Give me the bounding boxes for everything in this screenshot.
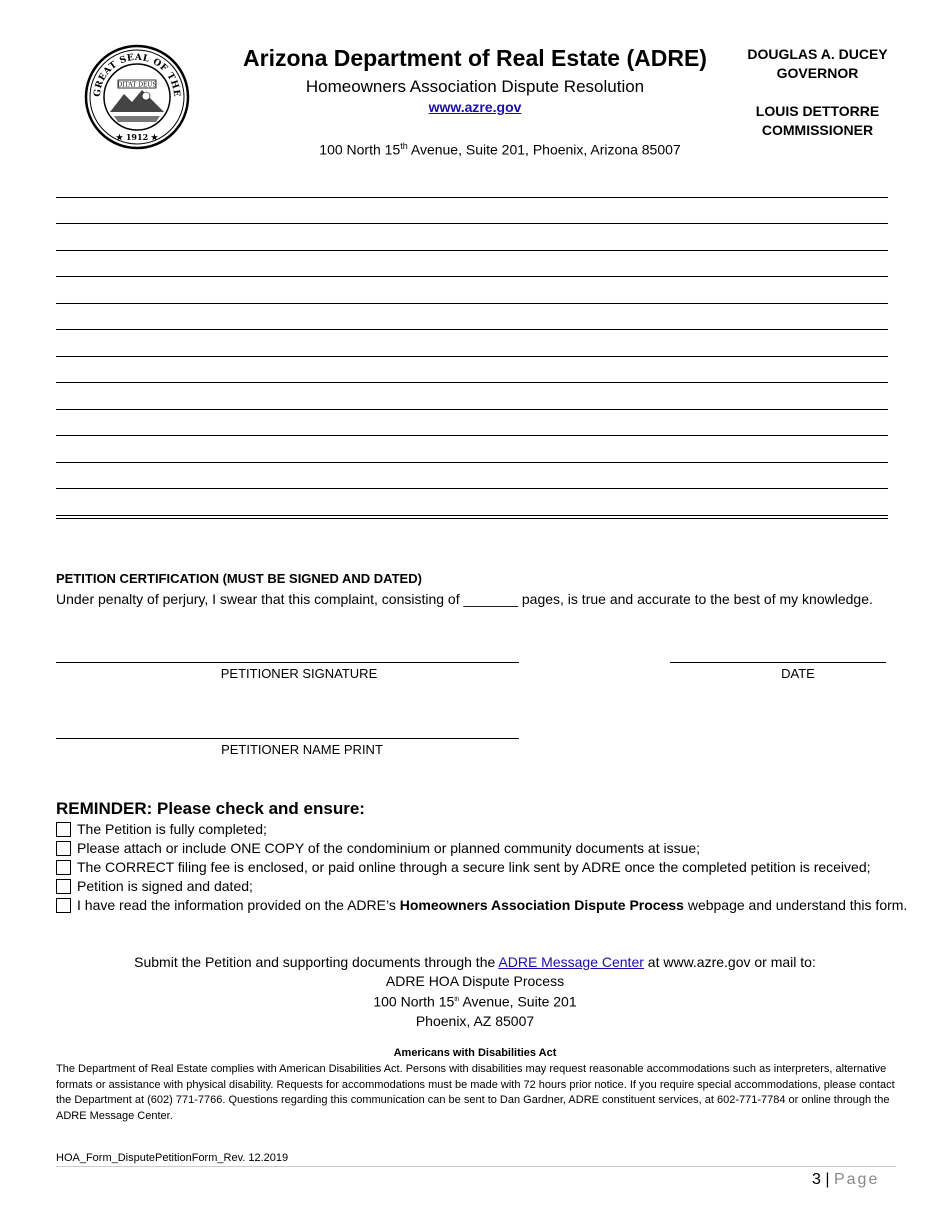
- commissioner-name: LOUIS DETTORRE: [755, 103, 880, 119]
- checklist-label: Please attach or include ONE COPY of the condominium or planned community documents at issue;: [77, 840, 701, 856]
- writing-line: [56, 518, 888, 519]
- checklist-item: [56, 821, 267, 837]
- date-label: DATE: [781, 666, 815, 681]
- checklist-item: [56, 840, 700, 856]
- mail-address-line3: Phoenix, AZ 85007: [415, 1012, 535, 1029]
- svg-text:★ 1912 ★: ★ 1912 ★: [115, 132, 159, 142]
- checklist-item: [56, 859, 871, 875]
- checkbox[interactable]: [56, 860, 71, 875]
- writing-line[interactable]: [56, 462, 888, 463]
- certification-statement: Under penalty of perjury, I swear that this complaint, consisting of _______ pages, is true and accurate to the best of my knowledge.: [56, 591, 873, 607]
- reminder-title: REMINDER: Please check and ensure:: [56, 799, 365, 818]
- checklist-item: [56, 897, 907, 913]
- governor-name: DOUGLAS A. DUCEY: [747, 46, 888, 62]
- mail-address-line1: ADRE HOA Dispute Process: [385, 973, 565, 989]
- department-address: 100 North 15th Avenue, Suite 201, Phoenix, Arizona 85007: [319, 141, 681, 158]
- writing-line[interactable]: [56, 197, 888, 198]
- state-seal-logo: [84, 44, 190, 150]
- checklist-label: Petition is signed and dated;: [77, 878, 253, 894]
- form-revision-id: HOA_Form_DisputePetitionForm_Rev. 12.2019: [56, 1152, 289, 1164]
- department-title: Arizona Department of Real Estate (ADRE): [243, 45, 707, 71]
- writing-line[interactable]: [56, 303, 888, 304]
- writing-line[interactable]: [56, 488, 888, 489]
- ada-title: Americans with Disabilities Act: [393, 1047, 557, 1059]
- checkbox[interactable]: [56, 898, 71, 913]
- checklist-label: The Petition is fully completed;: [77, 821, 267, 837]
- page-number: 3 | Page: [812, 1171, 880, 1188]
- name-print-label: PETITIONER NAME PRINT: [221, 742, 383, 757]
- writing-line[interactable]: [56, 250, 888, 251]
- checkbox[interactable]: [56, 841, 71, 856]
- signature-label: PETITIONER SIGNATURE: [220, 666, 378, 681]
- commissioner-title: COMMISSIONER: [761, 122, 874, 138]
- message-center-link[interactable]: ADRE Message Center: [498, 954, 644, 970]
- mail-address-line2: 100 North 15th Avenue, Suite 201: [373, 993, 577, 1010]
- name-print-line[interactable]: [56, 738, 519, 739]
- writing-line[interactable]: [56, 382, 888, 383]
- website-link[interactable]: www.azre.gov: [428, 99, 522, 115]
- writing-line[interactable]: [56, 409, 888, 410]
- writing-line[interactable]: [56, 223, 888, 224]
- checklist-label: The CORRECT filing fee is enclosed, or paid online through a secure link sent by ADRE once the completed petition is received;: [77, 859, 871, 875]
- checkbox[interactable]: [56, 879, 71, 894]
- date-line[interactable]: [670, 662, 886, 663]
- svg-text:DITAT DEUS: DITAT DEUS: [117, 81, 157, 89]
- checkbox[interactable]: [56, 822, 71, 837]
- writing-line[interactable]: [56, 276, 888, 277]
- checklist-item: [56, 878, 253, 894]
- certification-title: PETITION CERTIFICATION (MUST BE SIGNED AND DATED): [56, 571, 422, 586]
- writing-line[interactable]: [56, 329, 888, 330]
- signature-line[interactable]: [56, 662, 519, 663]
- ada-notice: The Department of Real Estate complies with American Disabilities Act. Persons with disabilities may request reasonable accommodations such as interpreters, alternative formats or assistance with physical disability. Requests for accommodations must be made with 72 hours prior notice. If you require special accommodations, please contact the Department at (602) 771-7766. Questions regarding this communication can be sent to Dan Gardner, ADRE constituent services, at 602-771-7784 or online through the ADRE Message Center.: [56, 1063, 895, 1122]
- svg-text:GREAT SEAL OF THE STATE OF ARI: GREAT SEAL OF THE: [92, 52, 182, 98]
- footer-divider: [56, 1166, 896, 1167]
- writing-line[interactable]: [56, 515, 888, 516]
- governor-title: GOVERNOR: [776, 65, 859, 81]
- submit-instructions: Submit the Petition and supporting documents through the ADRE Message Center at www.azre.gov or mail to: ADRE HOA Dispute Process 100 North 15th Avenue, Suite 201 Phoenix, AZ 85007: [0, 953, 950, 1031]
- writing-line[interactable]: [56, 356, 888, 357]
- checklist-label: I have read the information provided on the ADRE’s Homeowners Association Dispute Process webpage and understand this form.: [77, 897, 908, 913]
- department-subtitle: Homeowners Association Dispute Resolution: [305, 77, 645, 96]
- writing-line[interactable]: [56, 435, 888, 436]
- officials-block: [735, 45, 900, 140]
